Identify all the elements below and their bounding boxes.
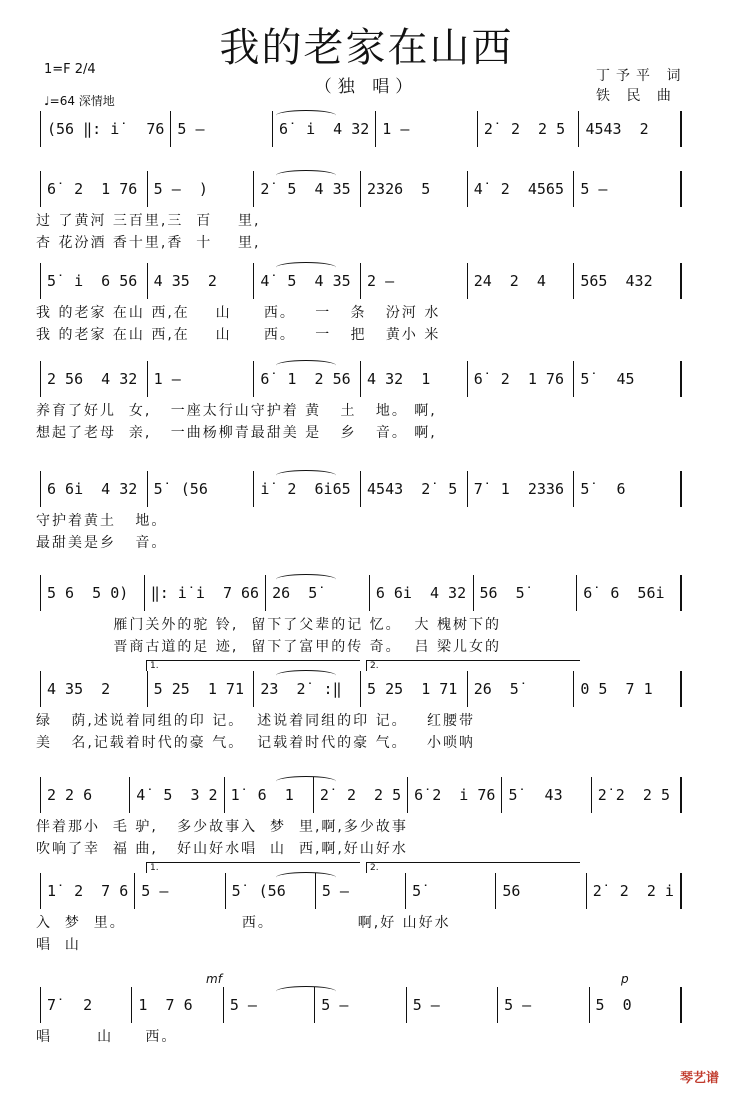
measure: 2˙ 2 2 5 — [319, 786, 402, 804]
measure: 5˙ i 6 56 — [47, 272, 138, 290]
lyric-line: 唱 山 西。 — [36, 1029, 178, 1045]
measure: 2˙ 5 4 35 — [260, 180, 351, 198]
barline — [147, 671, 148, 707]
dynamic-marking: mf — [206, 972, 222, 986]
measure: 6˙2 i 76 — [414, 786, 496, 804]
lyric-line: 唱 山 — [36, 937, 81, 953]
measure: 4˙ 5 4 35 — [260, 272, 351, 290]
tempo-marking: ♩=64 深情地 — [44, 94, 115, 108]
barline — [680, 777, 682, 813]
measure: 6 6i 4 32 — [47, 480, 138, 498]
barline — [573, 361, 574, 397]
barline — [573, 671, 574, 707]
lyric-line: 吹响了幸 福 曲, 好山好水唱 山 西,啊,好山好水 — [36, 841, 408, 857]
measure: 4˙ 5 3 2 — [136, 786, 218, 804]
slur — [276, 776, 336, 787]
barline — [680, 361, 682, 397]
measure: ‖: i˙i 7 66 — [150, 584, 260, 602]
measure: 6˙ 1 2 56 — [260, 370, 351, 388]
barline — [407, 777, 408, 813]
barline — [40, 777, 41, 813]
barline — [497, 987, 498, 1023]
measure: 56 5˙ — [479, 584, 534, 602]
barline — [591, 777, 592, 813]
barline — [573, 471, 574, 507]
measure: 565 432 — [580, 272, 653, 290]
measure: 5 – — [321, 996, 349, 1014]
measure: 5 – ) — [153, 180, 208, 198]
measure: 4 35 2 — [47, 680, 111, 698]
barline — [360, 471, 361, 507]
measure: 5˙ — [412, 882, 431, 900]
measure: 26 5˙ — [473, 680, 528, 698]
barline — [680, 171, 682, 207]
barline — [680, 671, 682, 707]
barline — [147, 471, 148, 507]
measure: i˙ 2 6i65 — [260, 480, 351, 498]
measure: 5 – — [177, 120, 205, 138]
measure: 5 – — [321, 882, 349, 900]
lyric-line: 我 的老家 在山 西,在 山 西。 一 把 黄小 米 — [36, 327, 441, 343]
credits — [596, 66, 686, 106]
notes-line — [36, 672, 686, 706]
lyric-line: 养育了好儿 女, 一座太行山守护着 黄 土 地。 啊, — [36, 403, 437, 419]
score-system — [36, 778, 686, 868]
measure: 6˙ 6 56i — [583, 584, 665, 602]
barline — [680, 263, 682, 299]
barline — [272, 111, 273, 147]
barline — [253, 171, 254, 207]
measure: 5 – — [580, 180, 608, 198]
measure: 6˙ i 4 32 — [278, 120, 370, 138]
barline — [40, 873, 41, 909]
volta-bracket: 2. — [366, 862, 580, 873]
slur — [276, 110, 336, 121]
barline — [467, 361, 468, 397]
notes-line — [36, 988, 686, 1022]
barline — [680, 471, 682, 507]
barline — [40, 361, 41, 397]
measure: 2 – — [367, 272, 395, 290]
barline — [501, 777, 502, 813]
notes-line — [36, 112, 686, 146]
slur — [276, 574, 336, 585]
measure: 4543 2˙ 5 — [367, 480, 458, 498]
barline — [578, 111, 579, 147]
song-subtitle: （独 唱） — [314, 77, 419, 97]
measure: 6˙ 2 1 76 — [473, 370, 564, 388]
notes-line — [36, 264, 686, 298]
measure: 1 7 6 — [138, 996, 193, 1014]
notes-line — [36, 472, 686, 506]
measure: 4 35 2 — [153, 272, 217, 290]
measure: 4˙ 2 4565 — [473, 180, 564, 198]
barline — [589, 987, 590, 1023]
lyric-line: 最甜美是乡 音。 — [36, 535, 168, 551]
barline — [253, 471, 254, 507]
measure: 1˙ 2 7 6 — [47, 882, 129, 900]
notes-line — [36, 778, 686, 812]
lyric-line: 美 名,记载着时代的豪 气。 记载着时代的豪 气。 小唢呐 — [36, 735, 475, 751]
barline — [224, 777, 225, 813]
measure: 2˙ 2 2 5 — [483, 120, 566, 138]
measure: 5 6 5 0) — [47, 584, 129, 602]
measure: 4543 2 — [585, 120, 649, 138]
barline — [680, 987, 682, 1023]
barline — [680, 575, 682, 611]
lyricist: 丁予平 词 — [596, 68, 687, 84]
barline — [225, 873, 226, 909]
lyric-line: 杏 花汾酒 香十里,香 十 里, — [36, 235, 261, 251]
score-system — [36, 576, 686, 666]
volta-bracket: 2. — [366, 660, 580, 671]
measure: 5 – — [504, 996, 532, 1014]
lyric-line: 雁门关外的驼 铃, 留下了父辈的记 忆。 大 槐树下的 — [36, 617, 502, 633]
barline — [467, 471, 468, 507]
measure: 24 2 4 — [473, 272, 546, 290]
key-signature: 1=F 2/4 — [44, 62, 96, 77]
volta-bracket: 1. — [146, 862, 360, 873]
barline — [170, 111, 171, 147]
lyric-line: 守护着黄土 地。 — [36, 513, 168, 529]
measure: 2 56 4 32 — [47, 370, 138, 388]
barline — [147, 171, 148, 207]
barline — [40, 671, 41, 707]
barline — [680, 873, 682, 909]
measure: 5˙ (56 — [153, 480, 208, 498]
notes-line — [36, 172, 686, 206]
barline — [467, 671, 468, 707]
measure: 6 6i 4 32 — [375, 584, 467, 602]
measure: 4 32 1 — [367, 370, 431, 388]
measure: 5˙ 6 — [580, 480, 626, 498]
barline — [40, 471, 41, 507]
barline — [375, 111, 376, 147]
measure: 7˙ 1 2336 — [473, 480, 564, 498]
score-system — [36, 863, 686, 964]
barline — [134, 873, 135, 909]
measure: 56 — [502, 882, 521, 900]
composer: 铁 民 曲 — [596, 88, 677, 104]
measure: 5 – — [229, 996, 257, 1014]
barline — [680, 111, 682, 147]
slur — [276, 360, 336, 371]
barline — [495, 873, 496, 909]
slur — [276, 872, 336, 883]
barline — [360, 671, 361, 707]
barline — [473, 575, 474, 611]
barline — [467, 171, 468, 207]
measure: 5 25 1 71 — [367, 680, 458, 698]
score-system — [36, 661, 686, 762]
slur — [276, 170, 336, 181]
measure: 5˙ (56 — [231, 882, 286, 900]
barline — [147, 361, 148, 397]
measure: 2326 5 — [367, 180, 431, 198]
barline — [129, 777, 130, 813]
barline — [131, 987, 132, 1023]
score-system — [36, 362, 686, 452]
score-system — [36, 472, 686, 562]
barline — [405, 873, 406, 909]
barline — [360, 361, 361, 397]
score-system — [36, 264, 686, 354]
barline — [576, 575, 577, 611]
barline — [253, 671, 254, 707]
measure: 5 0 — [595, 996, 632, 1014]
barline — [360, 171, 361, 207]
lyric-line: 入 梦 里。 西。 啊,好 山好水 — [36, 915, 451, 931]
volta-bracket: 1. — [146, 660, 360, 671]
barline — [40, 575, 41, 611]
notes-line — [36, 362, 686, 396]
measure: 2˙2 2 5 — [597, 786, 670, 804]
measure: 23 2˙ :‖ — [260, 680, 342, 698]
watermark: 琴艺谱 — [679, 1071, 719, 1086]
lyric-line: 过 了黄河 三百里,三 百 里, — [36, 213, 261, 229]
lyric-line: 我 的老家 在山 西,在 山 西。 一 条 汾河 水 — [36, 305, 441, 321]
measure: 1˙ 6 1 — [230, 786, 294, 804]
measure: 0 5 7 1 — [580, 680, 653, 698]
lyric-line: 伴着那小 毛 驴, 多少故事入 梦 里,啊,多少故事 — [36, 819, 408, 835]
measure: 1 – — [382, 120, 410, 138]
measure: 2˙ 2 2 i — [592, 882, 674, 900]
slur — [276, 470, 336, 481]
measure: 6˙ 2 1 76 — [47, 180, 138, 198]
measure: 7˙ 2 — [47, 996, 93, 1014]
slur — [276, 262, 336, 273]
barline — [144, 575, 145, 611]
measure: 5 – — [141, 882, 169, 900]
barline — [586, 873, 587, 909]
lyric-line: 绿 荫,述说着同组的印 记。 述说着同组的印 记。 红腰带 — [36, 713, 475, 729]
measure: 5 – — [412, 996, 440, 1014]
barline — [40, 263, 41, 299]
notes-line — [36, 874, 686, 908]
notes-line — [36, 576, 686, 610]
dynamic-marking: p — [621, 972, 629, 986]
barline — [253, 263, 254, 299]
score-system — [36, 972, 686, 1078]
measure: 1 – — [153, 370, 181, 388]
score-system — [36, 172, 686, 262]
barline — [40, 111, 41, 147]
barline — [223, 987, 224, 1023]
song-title: 我的老家在山西 — [219, 25, 514, 71]
barline — [406, 987, 407, 1023]
barline — [573, 263, 574, 299]
lyric-line: 晋商古道的足 迹, 留下了富甲的传 奇。 吕 梁儿女的 — [36, 639, 502, 655]
measure: 26 5˙ — [272, 584, 327, 602]
barline — [360, 263, 361, 299]
measure: (56 ‖: i˙ 76 — [47, 120, 165, 138]
measure: 5˙ 45 — [580, 370, 635, 388]
measure: 2 2 6 — [47, 786, 93, 804]
barline — [265, 575, 266, 611]
barline — [467, 263, 468, 299]
barline — [40, 987, 41, 1023]
measure: 5˙ 43 — [508, 786, 563, 804]
barline — [253, 361, 254, 397]
measure: 5 25 1 71 — [153, 680, 244, 698]
lyric-line: 想起了老母 亲, 一曲杨柳青最甜美 是 乡 音。 啊, — [36, 425, 437, 441]
barline — [573, 171, 574, 207]
slur — [276, 986, 336, 997]
barline — [477, 111, 478, 147]
barline — [369, 575, 370, 611]
barline — [147, 263, 148, 299]
slur — [276, 670, 336, 681]
barline — [40, 171, 41, 207]
